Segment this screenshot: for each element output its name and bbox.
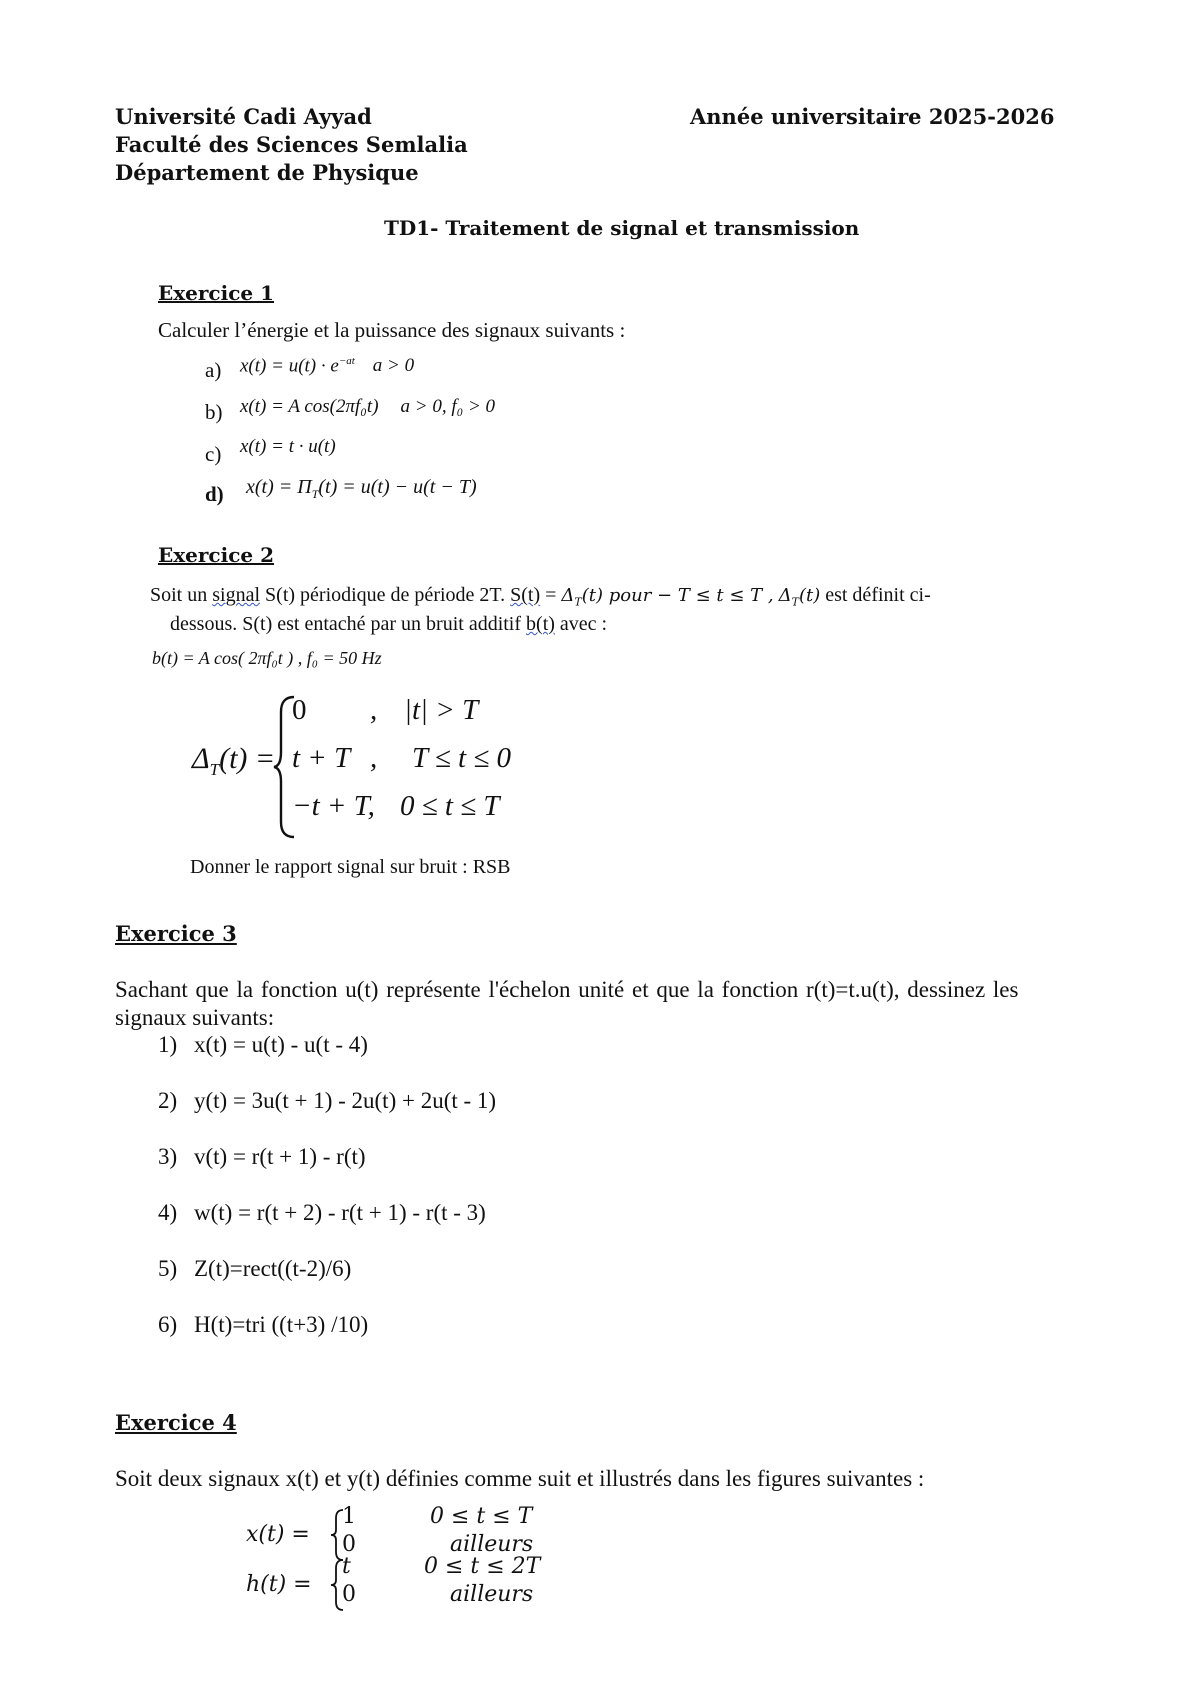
list-number: 2): [158, 1088, 178, 1113]
academic-year: Année universitaire 2025-2026: [690, 104, 1055, 129]
system-row-sep: ,: [370, 742, 378, 774]
noise-definition: b(t) = A cos( 2πf₀t ) , f₀ = 50 Hz: [152, 648, 382, 668]
system-row-cond: 0 ≤ t ≤ T: [400, 790, 500, 822]
list-item: H(t)=tri ((t+3) /10): [194, 1312, 369, 1337]
exercise-3-heading: Exercice 3: [115, 921, 237, 946]
item-label: b): [205, 400, 223, 424]
h-row-cond: ailleurs: [450, 1582, 534, 1607]
system-row-sep: ,: [370, 694, 378, 726]
list-item: w(t) = r(t + 2) - r(t + 1) - r(t - 3): [194, 1200, 486, 1225]
system-row-cond: T ≤ t ≤ 0: [412, 742, 511, 774]
formula: x(t) = A cos(2πf₀t) a > 0, f₀ > 0: [240, 396, 496, 417]
item-label: d): [205, 482, 224, 506]
exercise-2-heading: Exercice 2: [158, 543, 274, 567]
formula: $x(t) = \Pi_T(t) = u(t) - u(t - T)$: [246, 476, 477, 501]
formula: $x(t) = u(t) \cdot e^{-at}$ a > 0: [240, 355, 415, 377]
list-number: 4): [158, 1200, 178, 1225]
system-lhs: $\Delta_T(t)$ =: [192, 742, 276, 779]
x-lhs: x(t) =: [246, 1522, 310, 1547]
system-row-value: 0: [292, 694, 307, 726]
list-item: v(t) = r(t + 1) - r(t): [194, 1144, 366, 1169]
exercise-1-intro: Calculer l’énergie et la puissance des signaux suivants :: [158, 318, 626, 342]
exercise-4-heading: Exercice 4: [115, 1410, 237, 1435]
university-name: Université Cadi Ayyad: [115, 104, 372, 129]
department-name: Département de Physique: [115, 160, 419, 185]
h-lhs: h(t) =: [246, 1572, 312, 1597]
exercise-2-question: Donner le rapport signal sur bruit : RSB: [190, 856, 511, 878]
exercise-4-intro: Soit deux signaux x(t) et y(t) définies comme suit et illustrés dans les figures suivantes :: [115, 1466, 925, 1491]
exercise-2-line-1: Soit un signal S(t) périodique de période 2T. $S(t) = \Delta_T(t)$ pour − T ≤ t ≤ T , $\Delta_T(t)$ est définit ci-: [150, 584, 931, 609]
list-number: 6): [158, 1312, 178, 1337]
list-number: 3): [158, 1144, 178, 1169]
list-item: Z(t)=rect((t-2)/6): [194, 1256, 352, 1281]
x-row-value: 0: [342, 1532, 356, 1557]
list-number: 1): [158, 1032, 178, 1057]
x-row-cond: 0 ≤ t ≤ T: [430, 1504, 533, 1529]
exercise-3-intro-line-2: signaux suivants:: [115, 1005, 275, 1030]
system-row-value: −t + T,: [292, 790, 375, 822]
h-row-cond: 0 ≤ t ≤ 2T: [424, 1554, 541, 1579]
item-label: a): [205, 358, 222, 382]
list-item: x(t) = u(t) - u(t - 4): [194, 1032, 368, 1057]
x-row-value: 1: [342, 1504, 356, 1529]
exercise-2-line-2: dessous. S(t) est entaché par un bruit additif b(t) avec :: [170, 613, 608, 635]
x-row-cond: ailleurs: [450, 1532, 534, 1557]
h-row-value: 0: [342, 1582, 356, 1607]
faculty-name: Faculté des Sciences Semlalia: [115, 132, 468, 157]
list-number: 5): [158, 1256, 178, 1281]
item-label: c): [205, 442, 222, 466]
system-row-cond: |t| > T: [404, 694, 479, 726]
list-item: y(t) = 3u(t + 1) - 2u(t) + 2u(t - 1): [194, 1088, 497, 1113]
exercise-1-heading: Exercice 1: [158, 281, 274, 305]
document-title: TD1- Traitement de signal et transmission: [384, 216, 860, 240]
formula: x(t) = t · u(t): [240, 436, 336, 457]
system-row-value: t + T: [292, 742, 351, 774]
exercise-3-intro-line-1: Sachant que la fonction u(t) représente l'échelon unité et que la fonction r(t)=t.u(t), dessinez les: [115, 977, 1019, 1002]
h-row-value: t: [342, 1554, 351, 1579]
